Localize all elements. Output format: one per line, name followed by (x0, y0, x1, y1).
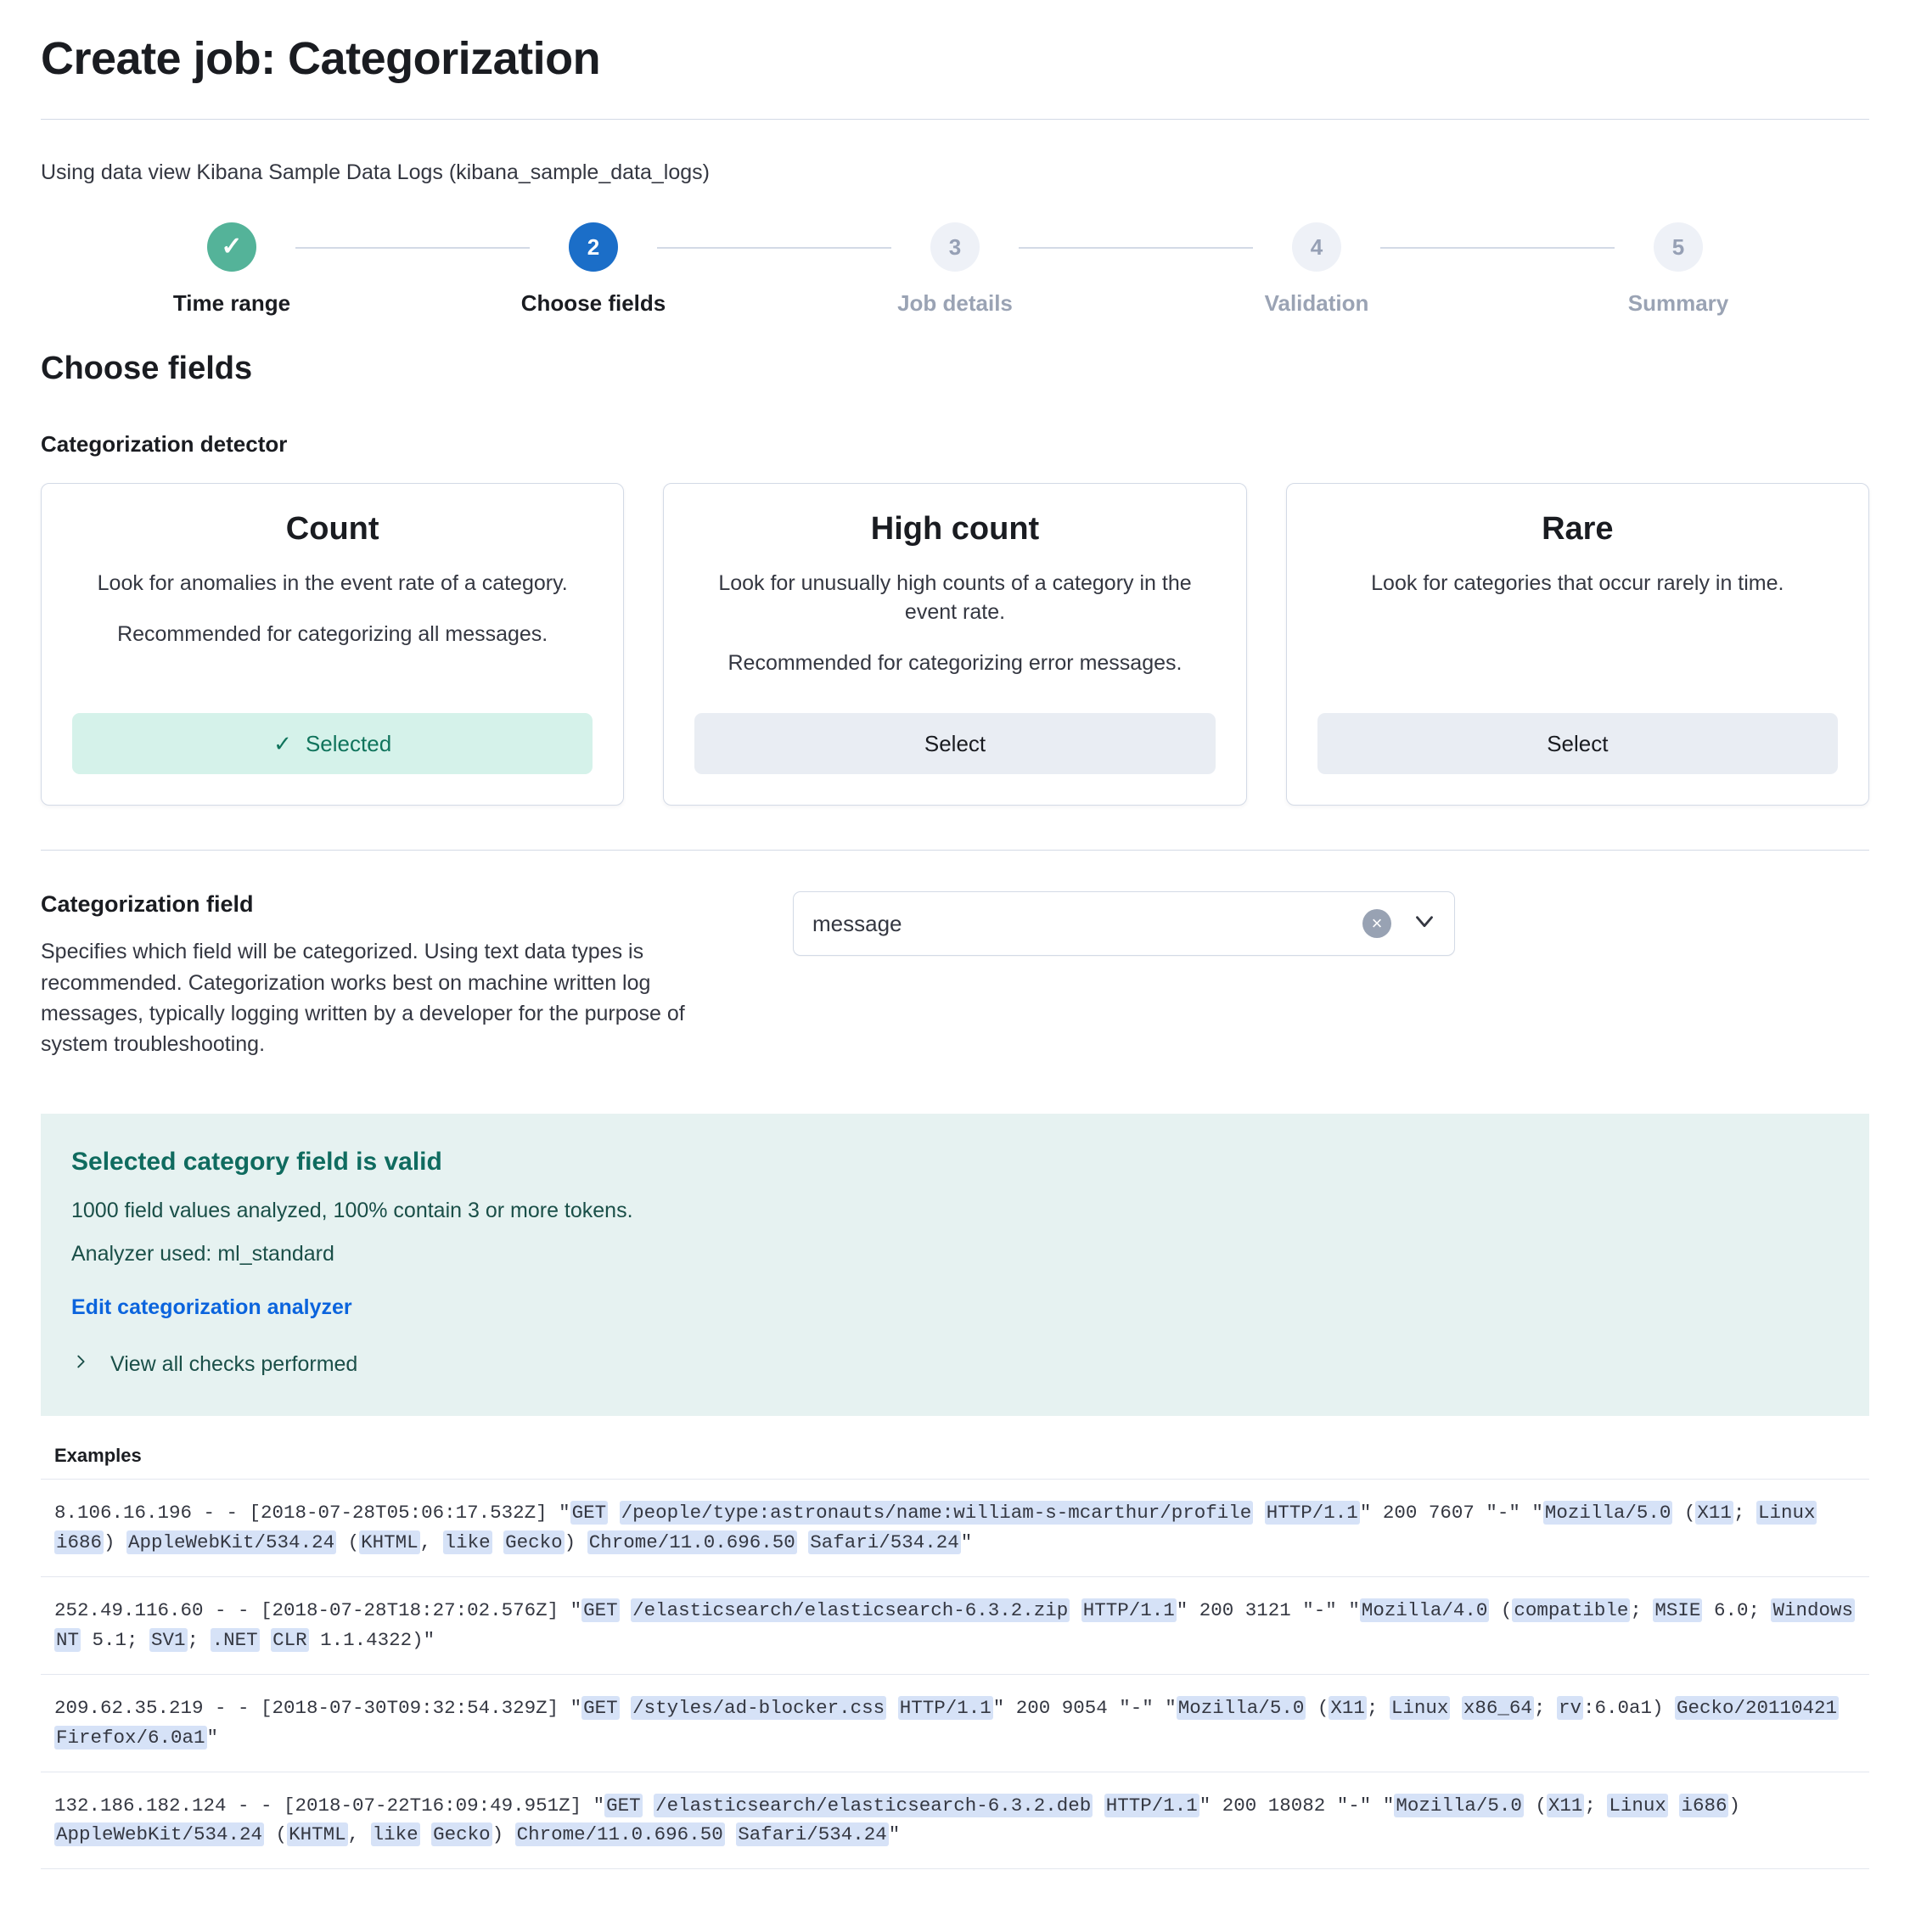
token-plain (1668, 1794, 1680, 1817)
view-all-checks-accordion[interactable] (71, 1351, 1832, 1379)
token-highlight: i686 (1681, 1794, 1727, 1817)
token-plain: , (419, 1531, 443, 1554)
token-plain (643, 1794, 654, 1817)
token-plain: ( (1523, 1794, 1547, 1817)
token-highlight: X11 (1697, 1502, 1732, 1525)
token-plain (620, 1599, 632, 1621)
example-log-row (41, 1772, 1869, 1870)
title-divider (41, 119, 1869, 120)
categorization-field-text (41, 891, 711, 1059)
select-count-detector-button[interactable] (72, 713, 593, 774)
token-highlight: GET (571, 1502, 607, 1525)
categorization-field-label: Categorization field (41, 891, 254, 918)
select-count-detector-label: Selected (305, 730, 392, 756)
token-plain: ( (1672, 1502, 1696, 1525)
token-highlight: Chrome/11.0.696.50 (588, 1531, 795, 1554)
token-plain: 5.1; (81, 1628, 150, 1651)
token-plain: ; (1533, 1696, 1557, 1719)
token-plain: 1.1.4322)" (308, 1628, 435, 1651)
token-plain: " (206, 1726, 219, 1749)
token-highlight: GET (583, 1696, 618, 1719)
detector-card-title: Rare (1542, 511, 1614, 547)
step-label-choose-fields: Choose fields (520, 290, 666, 316)
token-highlight: rv (1558, 1696, 1581, 1719)
step-validation[interactable] (1253, 222, 1380, 317)
detector-card-recommendation: Recommended for categorizing all messages. (117, 621, 548, 646)
clear-icon[interactable]: × (1362, 909, 1391, 938)
token-highlight: Firefox/6.0a1 (56, 1726, 205, 1749)
token-highlight: HTTP/1.1 (899, 1696, 992, 1719)
token-highlight: AppleWebKit/534.24 (128, 1531, 335, 1554)
token-plain: 8.106.16.196 - - [2018-07-28T05:06:17.532Z] " (54, 1502, 570, 1525)
select-high-count-detector-label: Select (924, 730, 986, 756)
token-plain: 6.0; (1702, 1599, 1772, 1621)
token-highlight: Gecko/20110421 (1676, 1696, 1838, 1719)
token-highlight: Mozilla/5.0 (1544, 1502, 1671, 1525)
token-highlight: .NET (211, 1628, 258, 1651)
detector-card-title: High count (870, 511, 1040, 547)
token-highlight: i686 (56, 1531, 103, 1554)
token-highlight: HTTP/1.1 (1266, 1502, 1358, 1525)
token-plain (492, 1531, 504, 1553)
token-plain (608, 1502, 620, 1524)
select-rare-detector-label: Select (1547, 730, 1609, 756)
select-rare-detector-button[interactable] (1317, 713, 1838, 774)
example-log-row (41, 1674, 1869, 1772)
card-spacer (1317, 621, 1838, 700)
check-icon: ✓ (273, 730, 292, 756)
token-plain (260, 1629, 272, 1651)
callout-title: Selected category field is valid (71, 1148, 442, 1177)
categorization-field-help: Specifies which field will be categorized. Using text data types is recommended. Categorization works best on machine written log messages, typically logging written by a developer for the purpose of system troubleshooting. (41, 940, 685, 1056)
token-highlight: Linux (1609, 1794, 1666, 1817)
token-plain: :6.0a1) (1582, 1696, 1675, 1719)
token-highlight: Safari/534.24 (738, 1823, 887, 1846)
token-highlight: /elasticsearch/elasticsearch-6.3.2.zip (632, 1599, 1069, 1621)
token-plain (725, 1823, 737, 1845)
token-highlight: Mozilla/4.0 (1361, 1599, 1488, 1621)
label-categorization-detector: Categorization detector (41, 431, 288, 457)
step-marker-choose-fields: 2 (569, 222, 618, 272)
step-summary[interactable] (1615, 222, 1742, 317)
token-plain: " 200 9054 "-" " (992, 1696, 1177, 1719)
edit-categorization-analyzer-link[interactable]: Edit categorization analyzer (71, 1295, 352, 1320)
step-marker-job-details: 3 (930, 222, 980, 272)
token-highlight: x86_64 (1463, 1696, 1532, 1719)
token-plain: ( (1306, 1696, 1329, 1719)
token-highlight: KHTML (361, 1531, 419, 1554)
section-title-choose-fields: Choose fields (41, 351, 253, 386)
wizard-stepper (41, 222, 1869, 317)
token-plain: 132.186.182.124 - - [2018-07-22T16:09:49.951Z] " (54, 1794, 605, 1817)
token-plain: ; (187, 1628, 211, 1651)
token-plain: ) (104, 1531, 127, 1554)
detector-card-description: Look for categories that occur rarely in time. (1371, 571, 1784, 595)
token-highlight: X11 (1330, 1696, 1365, 1719)
example-log-row (41, 1576, 1869, 1674)
token-plain: ( (336, 1531, 360, 1554)
step-job-details[interactable] (891, 222, 1019, 317)
detector-card-title: Count (285, 511, 379, 547)
token-plain: ; (1733, 1502, 1756, 1525)
token-plain: ( (1489, 1599, 1513, 1621)
step-time-range[interactable] (168, 222, 295, 317)
detector-card-high-count[interactable] (663, 483, 1246, 806)
token-highlight: Linux (1757, 1502, 1816, 1525)
token-highlight: Mozilla/5.0 (1396, 1794, 1522, 1817)
token-highlight: MSIE (1654, 1599, 1701, 1621)
token-plain: " (888, 1823, 901, 1846)
token-highlight: NT (56, 1628, 80, 1651)
token-plain (1093, 1794, 1104, 1817)
callout-analyzer-line: Analyzer used: ml_standard (71, 1242, 334, 1266)
token-highlight: X11 (1548, 1794, 1583, 1817)
token-plain (620, 1697, 632, 1719)
token-plain: " 200 3121 "-" " (1176, 1599, 1360, 1621)
section-divider (41, 850, 1869, 851)
token-highlight: Gecko (505, 1531, 563, 1554)
token-highlight: like (444, 1531, 491, 1554)
view-all-checks-label: View all checks performed (110, 1352, 358, 1377)
example-log-row (41, 1479, 1869, 1576)
chevron-right-icon (71, 1351, 90, 1379)
token-highlight: AppleWebKit/534.24 (56, 1823, 263, 1846)
token-highlight: Gecko (433, 1823, 491, 1846)
step-label-validation: Validation (1264, 290, 1369, 316)
step-label-job-details: Job details (897, 290, 1013, 316)
token-highlight: Mozilla/5.0 (1177, 1696, 1305, 1719)
token-plain (420, 1823, 432, 1845)
token-plain: " 200 7607 "-" " (1359, 1502, 1543, 1525)
step-connector-1 (295, 247, 530, 249)
token-highlight: Chrome/11.0.696.50 (516, 1823, 723, 1846)
categorization-field-select[interactable] (793, 891, 1455, 956)
token-plain: ( (264, 1823, 288, 1846)
detector-card-rare[interactable] (1286, 483, 1869, 806)
categorization-field-row (41, 891, 1869, 1059)
token-plain: 252.49.116.60 - - [2018-07-28T18:27:02.576Z] " (54, 1599, 582, 1621)
token-plain: 209.62.35.219 - - [2018-07-30T09:32:54.329Z] " (54, 1696, 582, 1719)
examples-list (41, 1479, 1869, 1869)
token-plain (1070, 1599, 1081, 1621)
validation-callout (41, 1114, 1869, 1416)
token-highlight: Safari/534.24 (810, 1531, 959, 1554)
token-plain: ; (1630, 1599, 1654, 1621)
step-connector-4 (1380, 247, 1615, 249)
detector-card-description: Look for unusually high counts of a category in the event rate. (718, 571, 1192, 624)
token-plain (886, 1697, 898, 1719)
token-plain: , (347, 1823, 371, 1846)
page-title: Create job: Categorization (41, 33, 601, 84)
token-highlight: like (372, 1823, 419, 1846)
categorization-field-value: message (812, 910, 902, 936)
token-highlight: CLR (272, 1628, 307, 1651)
card-spacer (72, 671, 593, 700)
token-plain: ) (492, 1823, 515, 1846)
token-highlight: Linux (1390, 1696, 1449, 1719)
step-connector-3 (1019, 247, 1253, 249)
token-plain: " (960, 1531, 973, 1554)
check-icon: ✓ (221, 233, 243, 261)
token-plain: " 200 18082 "-" " (1199, 1794, 1395, 1817)
token-highlight: KHTML (289, 1823, 346, 1846)
detector-card-recommendation: Recommended for categorizing error messages. (727, 650, 1183, 675)
token-highlight: HTTP/1.1 (1082, 1599, 1175, 1621)
token-plain (1450, 1697, 1462, 1719)
token-plain (797, 1531, 809, 1553)
detector-card-description: Look for anomalies in the event rate of a category. (97, 571, 568, 595)
token-highlight: /styles/ad-blocker.css (632, 1696, 885, 1719)
token-highlight: GET (583, 1599, 618, 1621)
token-plain: ) (1728, 1794, 1740, 1817)
token-highlight: HTTP/1.1 (1105, 1794, 1198, 1817)
step-label-time-range: Time range (172, 290, 291, 316)
token-highlight: /elasticsearch/elasticsearch-6.3.2.deb (655, 1794, 1092, 1817)
token-highlight: Windows (1772, 1599, 1853, 1621)
detector-card-count[interactable] (41, 483, 624, 806)
callout-analysis-line: 1000 field values analyzed, 100% contain 3 or more tokens. (71, 1199, 633, 1223)
step-marker-time-range (207, 222, 256, 272)
detector-card-group (41, 483, 1869, 806)
examples-label: Examples (54, 1445, 142, 1467)
step-label-summary: Summary (1627, 290, 1729, 316)
step-marker-validation: 4 (1292, 222, 1341, 272)
token-plain: ; (1366, 1696, 1390, 1719)
token-plain: ) (564, 1531, 587, 1554)
step-choose-fields[interactable] (520, 222, 666, 317)
data-view-description: Using data view Kibana Sample Data Logs (kibana_sample_data_logs) (41, 160, 710, 184)
token-highlight: compatible (1514, 1599, 1629, 1621)
token-highlight: GET (606, 1794, 641, 1817)
token-highlight: SV1 (151, 1628, 186, 1651)
chevron-down-icon[interactable] (1410, 907, 1439, 941)
token-highlight: /people/type:astronauts/name:william-s-mcarthur/profile (621, 1502, 1252, 1525)
token-plain (1253, 1502, 1265, 1524)
token-plain: ; (1584, 1794, 1608, 1817)
select-high-count-detector-button[interactable] (694, 713, 1215, 774)
step-connector-2 (657, 247, 891, 249)
step-marker-summary: 5 (1654, 222, 1703, 272)
